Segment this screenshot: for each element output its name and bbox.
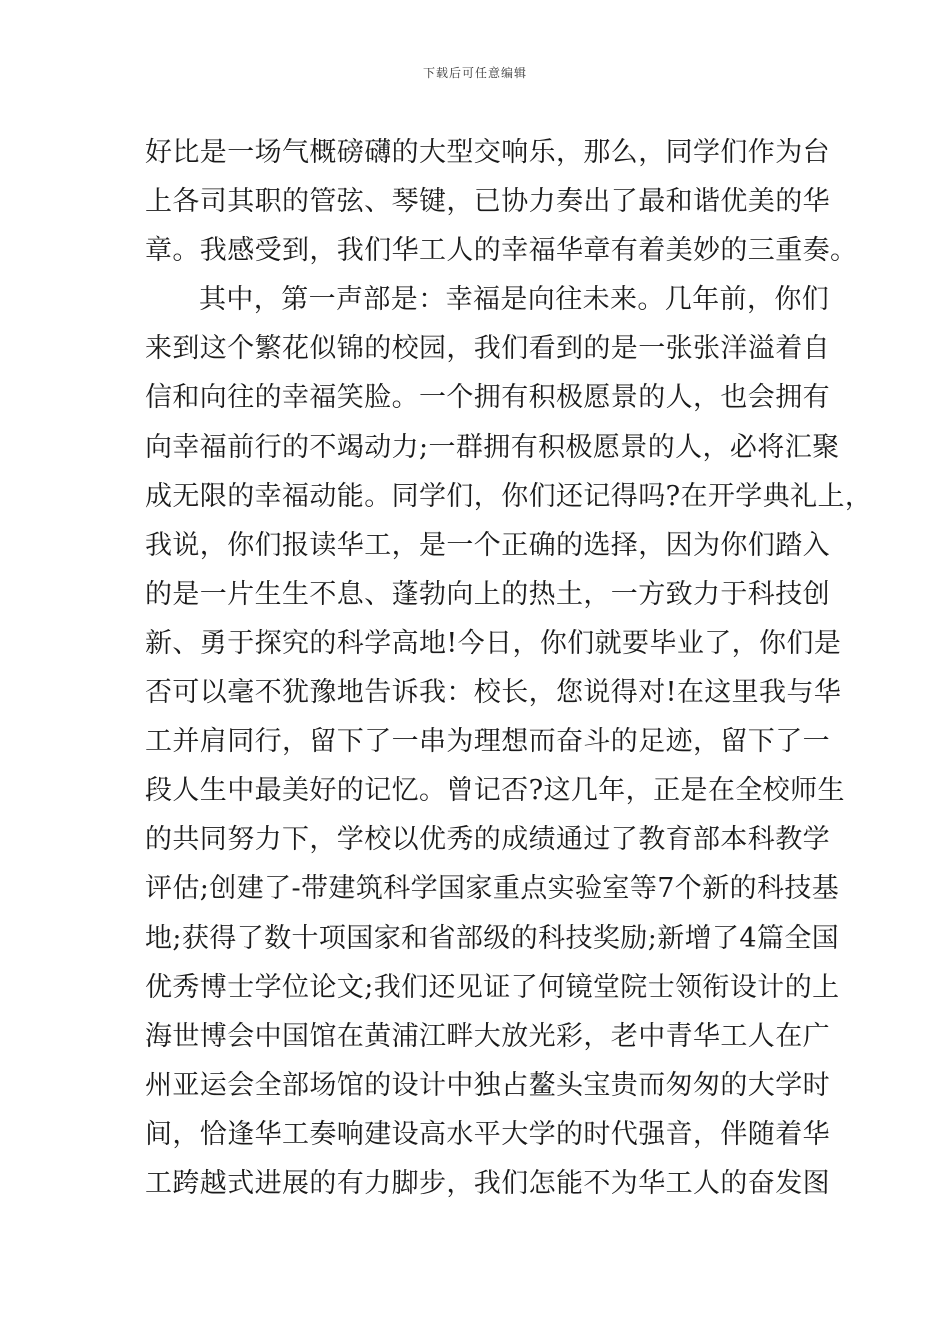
text-line: 的共同努力下，学校以优秀的成绩通过了教育部本科教学 — [145, 824, 830, 856]
text-line: 的是一片生生不息、蓬勃向上的热土，一方致力于科技创 — [145, 578, 830, 610]
text-line: 来到这个繁花似锦的校园，我们看到的是一张张洋溢着自 — [145, 333, 830, 365]
text-line: 工跨越式进展的有力脚步，我们怎能不为华工人的奋发图 — [145, 1167, 830, 1199]
text-line: 海世博会中国馆在黄浦江畔大放光彩，老中青华工人在广 — [145, 1020, 830, 1052]
text-line: 上各司其职的管弦、琴键，已协力奏出了最和谐优美的华 — [145, 186, 830, 218]
text-line: 评估;创建了-带建筑科学国家重点实验室等7个新的科技基 — [145, 873, 840, 905]
text-line: 我说，你们报读华工，是一个正确的选择，因为你们踏入 — [145, 529, 830, 561]
text-line: 否可以毫不犹豫地告诉我：校长，您说得对!在这里我与华 — [145, 677, 842, 709]
text-line: 优秀博士学位论文;我们还见证了何镜堂院士领衔设计的上 — [145, 971, 840, 1003]
text-line: 工并肩同行，留下了一串为理想而奋斗的足迹，留下了一 — [145, 726, 830, 758]
text-line: 地;获得了数十项国家和省部级的科技奖励;新增了4篇全国 — [145, 922, 840, 954]
text-line: 好比是一场气概磅礴的大型交响乐，那么，同学们作为台 — [145, 137, 830, 168]
document-body — [145, 128, 873, 1208]
page-header: 下载后可任意编辑 — [422, 66, 527, 80]
paragraph-first-line: 其中，第一声部是：幸福是向往未来。几年前，你们 — [199, 284, 830, 316]
text-line: 章。我感受到，我们华工人的幸福华章有着美妙的三重奏。 — [145, 235, 858, 267]
text-line: 信和向往的幸福笑脸。一个拥有积极愿景的人，也会拥有 — [145, 382, 830, 414]
text-line: 向幸福前行的不竭动力;一群拥有积极愿景的人，必将汇聚 — [145, 431, 840, 463]
text-line: 成无限的幸福动能。同学们，你们还记得吗?在开学典礼上， — [145, 480, 873, 512]
text-line: 新、勇于探究的科学高地!今日，你们就要毕业了，你们是 — [145, 627, 842, 659]
text-line: 段人生中最美好的记忆。曾记否?这几年，正是在全校师生 — [145, 775, 845, 807]
text-line: 州亚运会全部场馆的设计中独占鳌头宝贵而匆匆的大学时 — [145, 1069, 830, 1101]
text-line: 间，恰逢华工奏响建设高水平大学的时代强音，伴随着华 — [145, 1118, 830, 1150]
